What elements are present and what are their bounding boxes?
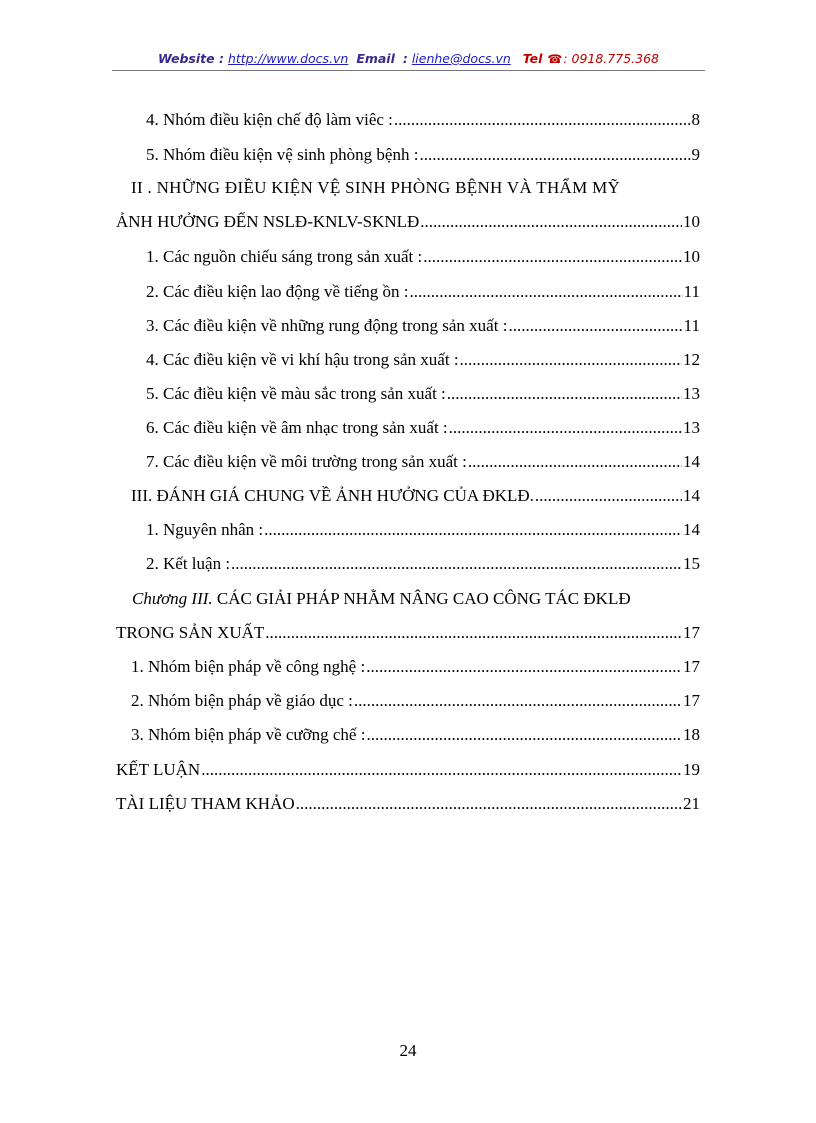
toc-entry[interactable] [116,758,700,782]
toc-entry-title: KẾT LUẬN [116,760,201,779]
dot-leader [468,450,682,474]
toc-entry-title: 5. Nhóm điều kiện vệ sinh phòng bệnh : [146,145,419,164]
toc-chapter-heading[interactable] [132,587,631,611]
toc-entry-title: 2. Các điều kiện lao động về tiếng ồn : [146,282,409,301]
toc-entry-title: III. ĐÁNH GIÁ CHUNG VỀ ẢNH HƯỞNG CỦA ĐKLĐ. [131,486,534,505]
dot-leader [535,484,682,508]
toc-entry-title: 4. Các điều kiện về vi khí hậu trong sản xuất : [146,350,459,369]
email-link[interactable]: lienhe@docs.vn [411,51,511,66]
toc-entry[interactable] [146,314,700,338]
toc-entry-page: 11 [683,316,700,335]
dot-leader [449,416,682,440]
toc-entry[interactable] [146,348,700,372]
toc-entry-title: 1. Nhóm biện pháp về công nghệ : [131,657,366,676]
dot-leader [419,143,690,167]
toc-entry-title: 6. Các điều kiện về âm nhạc trong sản xuất : [146,418,448,437]
toc-entry-page: 13 [683,384,700,403]
dot-leader [447,382,682,406]
toc-entry[interactable] [116,792,700,816]
chapter-label: Chương III. [132,589,213,608]
dot-leader [394,108,691,132]
toc-entry-page: 12 [683,350,700,369]
toc-entry-title: 2. Kết luận : [146,554,231,573]
toc-entry[interactable] [146,245,700,269]
toc-entry-page: 19 [683,760,700,779]
toc-entry[interactable] [146,382,700,406]
toc-entry[interactable] [131,723,700,747]
dot-leader [460,348,682,372]
toc-entry-title: 5. Các điều kiện về màu sắc trong sản xuất : [146,384,446,403]
toc-entry-title: 2. Nhóm biện pháp về giáo dục : [131,691,353,710]
dot-leader [231,552,682,576]
website-label: Website : [158,51,224,66]
dot-leader [366,723,682,747]
dot-leader [410,280,683,304]
header-divider [112,70,705,71]
chapter-title: CÁC GIẢI PHÁP NHẰM NÂNG CAO CÔNG TÁC ĐKLĐ [216,589,631,608]
toc-entry[interactable] [131,655,700,679]
toc-entry-title: TRONG SẢN XUẤT [116,623,265,642]
toc-entry[interactable] [146,518,700,542]
toc-entry-page: 17 [683,623,700,642]
toc-entry[interactable] [131,689,700,713]
toc-entry-page: 17 [683,691,700,710]
toc-entry-title: TÀI LIỆU THAM KHẢO [116,794,295,813]
toc-entry-title: 3. Nhóm biện pháp về cưỡng chế : [131,725,366,744]
toc-entry-title: 1. Các nguồn chiếu sáng trong sản xuất : [146,247,423,266]
dot-leader [366,655,682,679]
toc-entry[interactable] [146,143,700,167]
toc-entry[interactable] [146,108,700,132]
toc-section-heading[interactable]: II . NHỮNG ĐIỀU KIỆN VỆ SINH PHÒNG BỆNH VÀ THẨM MỸ [131,178,621,197]
toc-entry[interactable] [146,416,700,440]
dot-leader [354,689,682,713]
email-separator: : [402,51,408,66]
toc-entry-page: 10 [683,212,700,231]
toc-entry-page: 15 [683,554,700,573]
toc-entry-page: 14 [683,452,700,471]
dot-leader [508,314,682,338]
toc-entry[interactable] [146,450,700,474]
website-link[interactable]: http://www.docs.vn [227,51,349,66]
dot-leader [264,518,682,542]
page-number: 24 [399,1041,417,1060]
page-header [112,51,705,71]
dot-leader [420,210,682,234]
phone-icon: ☎ [547,52,563,66]
tel-label: Tel [522,51,543,66]
dot-leader [201,758,682,782]
toc-entry-page: 18 [683,725,700,744]
toc-entry-page: 14 [683,520,700,539]
toc-entry[interactable] [146,552,700,576]
toc-entry[interactable] [131,484,700,508]
toc-entry[interactable] [116,621,700,645]
dot-leader [423,245,682,269]
tel-number: : 0918.775.368 [563,51,659,66]
toc-entry-page: 13 [683,418,700,437]
toc-entry-page: 10 [683,247,700,266]
toc-entry-title: 4. Nhóm điều kiện chế độ làm viêc : [146,110,393,129]
dot-leader [296,792,682,816]
toc-entry-title: ẢNH HƯỞNG ĐẾN NSLĐ-KNLV-SKNLĐ [116,212,420,231]
toc-entry-page: 11 [683,282,700,301]
toc-entry-page: 8 [691,110,700,129]
toc-entry-title: 7. Các điều kiện về môi trường trong sản xuất : [146,452,467,471]
toc-entry[interactable] [116,210,700,234]
toc-entry-page: 21 [683,794,700,813]
toc-entry[interactable] [146,280,700,304]
toc-entry-page: 9 [691,145,700,164]
toc-entry-title: 3. Các điều kiện về những rung động trong sản xuất : [146,316,508,335]
toc-entry-page: 17 [683,657,700,676]
email-label: Email [356,51,395,66]
dot-leader [265,621,682,645]
toc-entry-title: 1. Nguyên nhân : [146,520,264,539]
toc-entry-page: 14 [683,486,700,505]
